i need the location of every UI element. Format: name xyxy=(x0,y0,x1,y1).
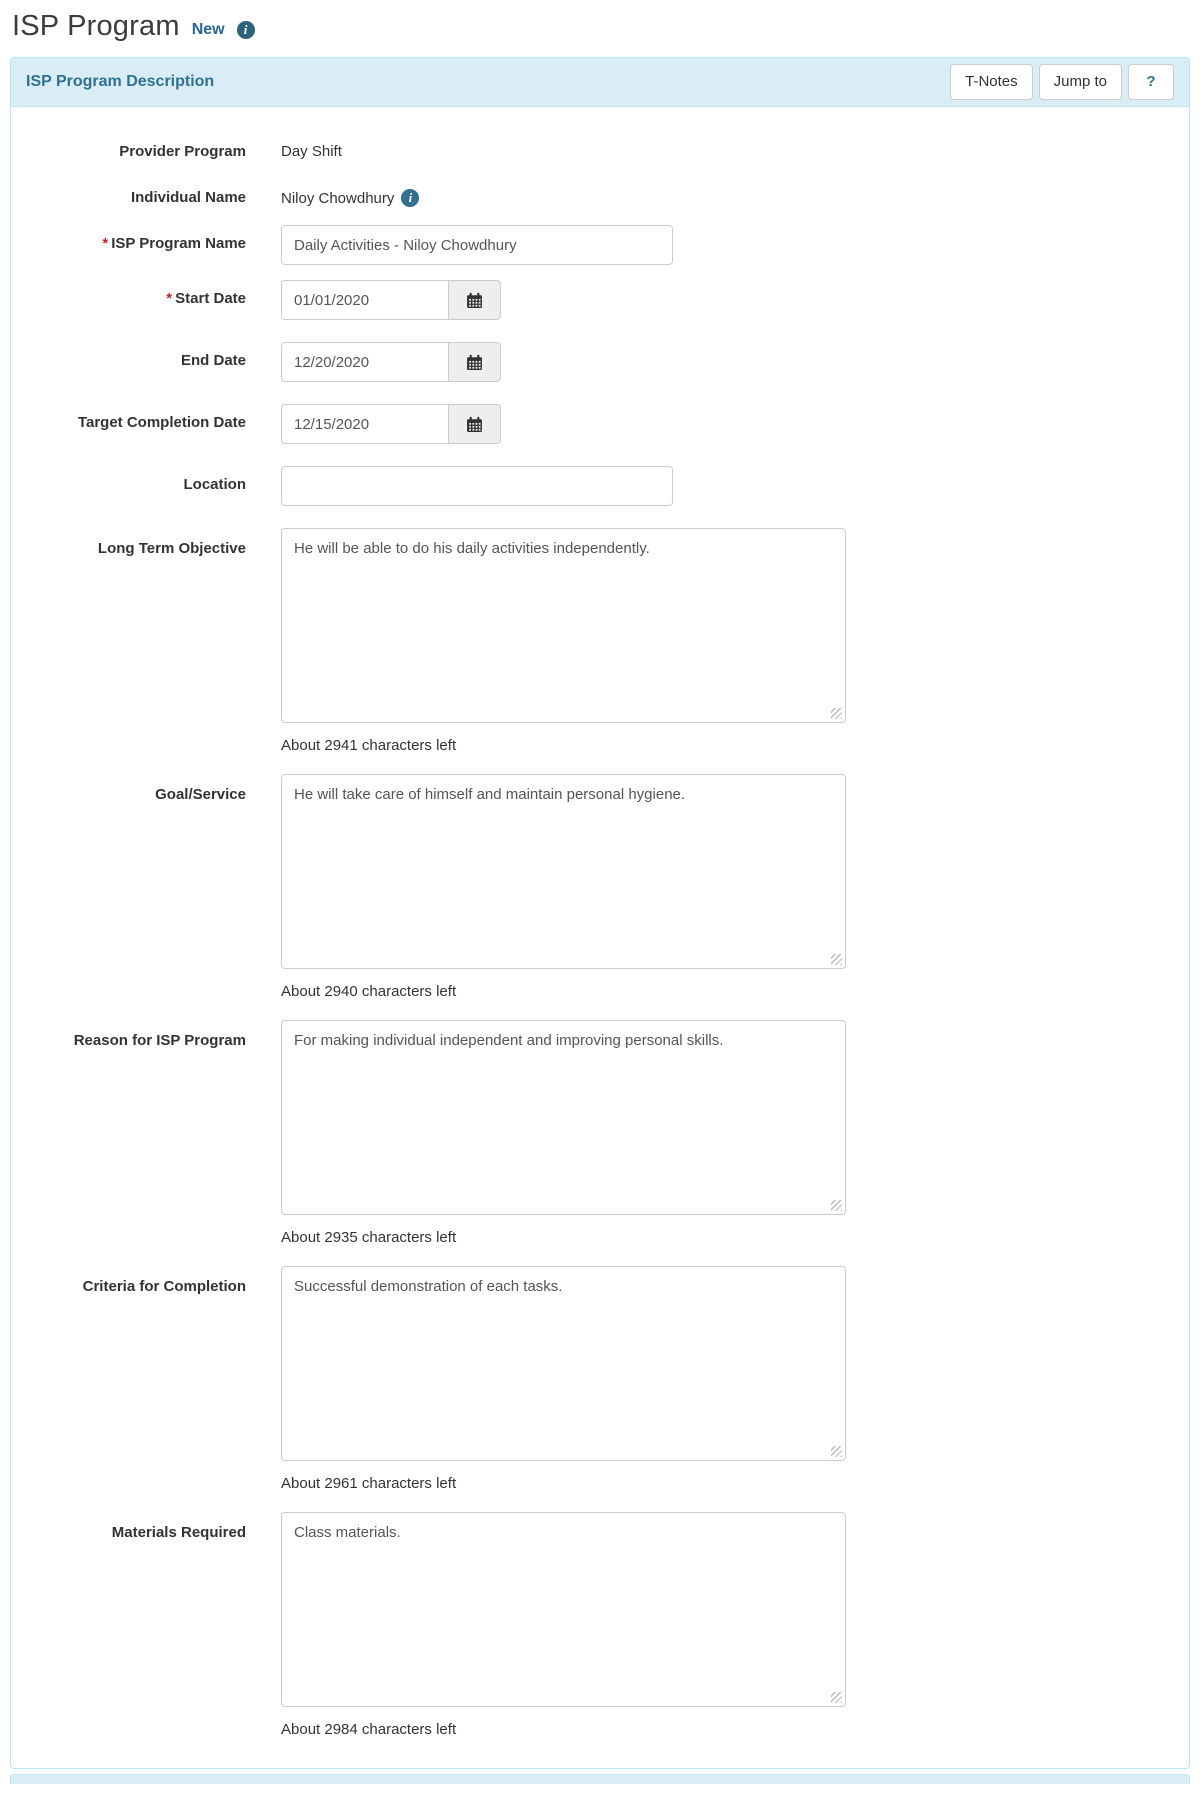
page-title: ISP Program xyxy=(12,10,180,42)
start-date-row xyxy=(26,280,1174,320)
required-asterisk: * xyxy=(166,290,173,307)
end-date-input[interactable] xyxy=(281,342,449,382)
target-completion-date-input[interactable] xyxy=(281,404,449,444)
location-label: Location xyxy=(183,476,246,493)
materials-required-row xyxy=(26,1512,1174,1738)
goal-service-label: Goal/Service xyxy=(155,786,246,803)
provider-program-row xyxy=(26,133,1174,161)
provider-program-value: Day Shift xyxy=(281,143,342,160)
calendar-icon xyxy=(466,354,483,371)
long-term-objective-label: Long Term Objective xyxy=(97,540,246,557)
new-badge: New xyxy=(191,20,225,38)
page-header xyxy=(0,0,1200,57)
target-completion-date-calendar-button[interactable] xyxy=(449,404,501,444)
info-icon[interactable]: i xyxy=(237,21,255,39)
required-asterisk: * xyxy=(102,235,109,252)
isp-program-description-panel xyxy=(10,57,1190,1769)
isp-program-name-row xyxy=(26,225,1174,265)
provider-program-label: Provider Program xyxy=(119,143,246,160)
goal-service-textarea[interactable] xyxy=(281,774,846,969)
calendar-icon xyxy=(466,416,483,433)
end-date-label: End Date xyxy=(180,352,246,369)
panel-header-buttons xyxy=(950,64,1174,100)
next-panel-header-cutoff xyxy=(10,1774,1190,1784)
criteria-for-completion-row xyxy=(26,1266,1174,1512)
jump-to-button[interactable]: Jump to xyxy=(1039,64,1122,100)
end-date-row xyxy=(26,342,1174,382)
t-notes-button[interactable]: T-Notes xyxy=(950,64,1033,100)
location-input[interactable] xyxy=(281,466,673,506)
criteria-for-completion-counter: About 2961 characters left xyxy=(281,1475,457,1492)
panel-body xyxy=(11,107,1189,1768)
individual-name-label: Individual Name xyxy=(130,189,246,206)
end-date-calendar-button[interactable] xyxy=(449,342,501,382)
target-completion-date-row xyxy=(26,404,1174,444)
start-date-label: Start Date xyxy=(175,290,246,307)
materials-required-label: Materials Required xyxy=(111,1524,246,1541)
isp-program-name-input[interactable] xyxy=(281,225,673,265)
panel-title: ISP Program Description xyxy=(26,73,215,90)
help-button[interactable]: ? xyxy=(1128,64,1174,100)
reason-for-isp-program-label: Reason for ISP Program xyxy=(73,1032,246,1049)
reason-for-isp-program-textarea[interactable] xyxy=(281,1020,846,1215)
materials-required-counter: About 2984 characters left xyxy=(281,1721,457,1738)
goal-service-counter: About 2940 characters left xyxy=(281,983,457,1000)
goal-service-row xyxy=(26,774,1174,1020)
criteria-for-completion-label: Criteria for Completion xyxy=(82,1278,246,1295)
long-term-objective-counter: About 2941 characters left xyxy=(281,737,457,754)
isp-program-name-label: ISP Program Name xyxy=(111,235,246,252)
criteria-for-completion-textarea[interactable] xyxy=(281,1266,846,1461)
materials-required-textarea[interactable] xyxy=(281,1512,846,1707)
location-row xyxy=(26,466,1174,506)
reason-for-isp-program-row xyxy=(26,1020,1174,1266)
long-term-objective-textarea[interactable] xyxy=(281,528,846,723)
target-completion-date-label: Target Completion Date xyxy=(77,414,246,431)
calendar-icon xyxy=(466,292,483,309)
start-date-calendar-button[interactable] xyxy=(449,280,501,320)
start-date-input[interactable] xyxy=(281,280,449,320)
panel-header xyxy=(11,58,1189,107)
reason-for-isp-program-counter: About 2935 characters left xyxy=(281,1229,457,1246)
individual-name-value: Niloy Chowdhury xyxy=(281,189,395,207)
long-term-objective-row xyxy=(26,528,1174,774)
individual-name-row xyxy=(26,179,1174,207)
individual-info-icon[interactable]: i xyxy=(401,189,419,207)
